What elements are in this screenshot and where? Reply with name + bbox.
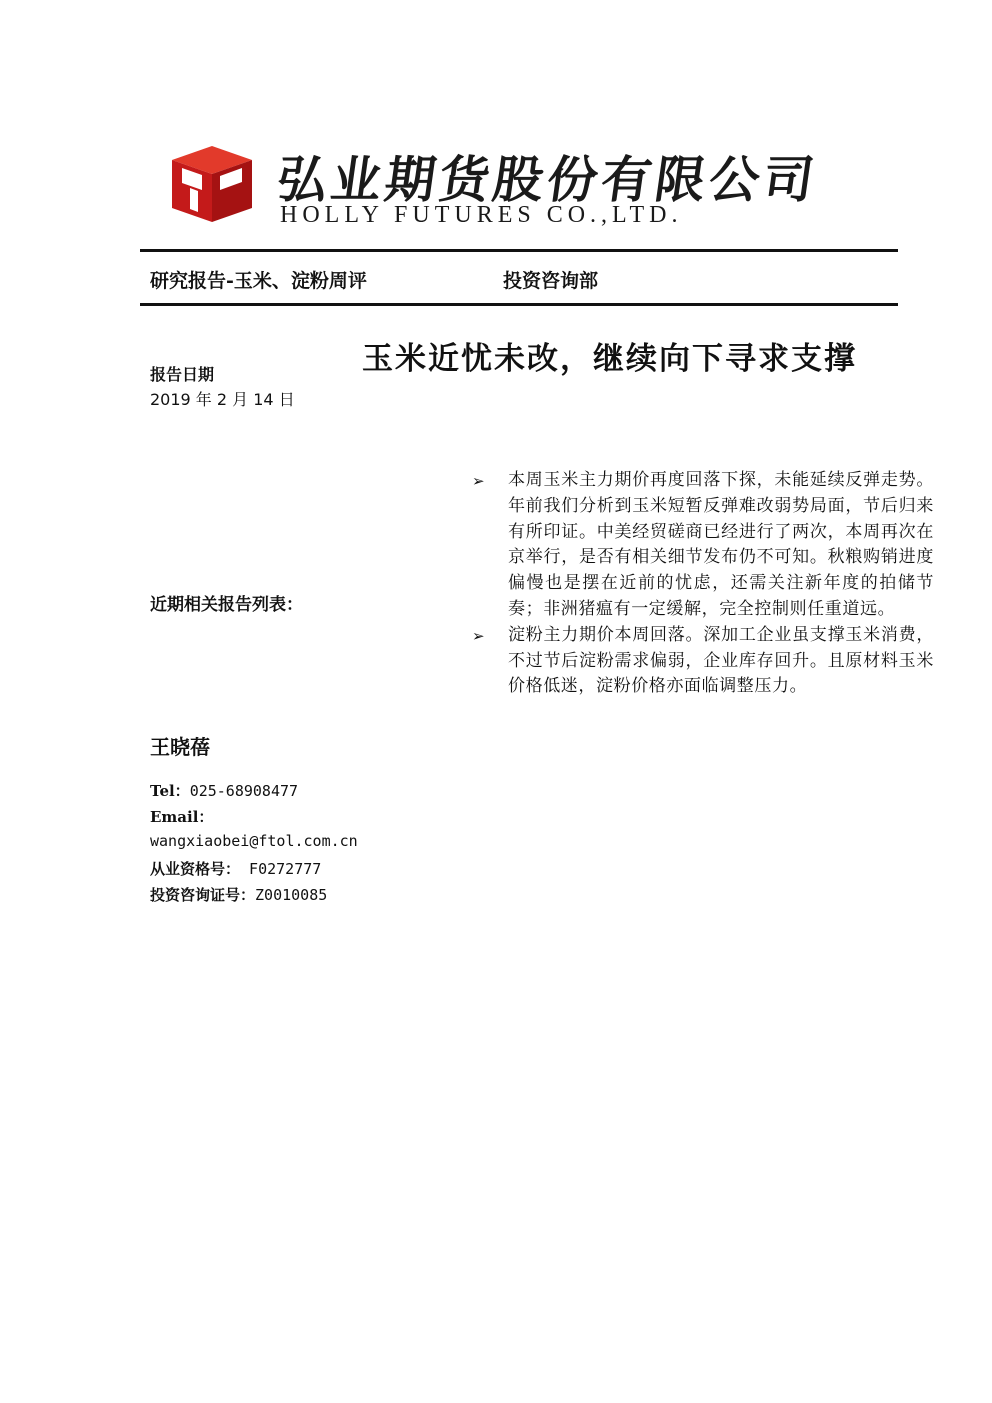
department: 投资咨询部 [503,270,599,292]
summary-list [472,468,934,700]
tel-label: Tel： [150,782,190,800]
company-name-en: HOLLY FUTURES CO.,LTD. [280,202,683,228]
email-label: Email： [150,808,214,826]
report-type: 研究报告-玉米、淀粉周评 [150,270,367,292]
author-name: 王晓蓓 [150,735,210,759]
report-date-value: 2019 年 2 月 14 日 [150,390,295,409]
top-rule [140,249,898,252]
report-date-label: 报告日期 [150,365,215,384]
arrow-bullet-icon: ➢ [472,626,486,645]
author-advisory [150,884,327,905]
company-name-cn: 弘业期货股份有限公司 [273,151,822,209]
license-label: 从业资格号： [150,860,241,878]
author-email [150,832,358,850]
email-value: wangxiaobei@ftol.com.cn [150,832,358,850]
summary-item [472,468,934,623]
author-license [150,858,321,879]
arrow-bullet-icon: ➢ [472,472,486,490]
summary-item [472,623,934,700]
company-logo-icon [168,138,254,224]
summary-text: 淀粉主力期价本周回落。深加工企业虽支撑玉米消费，不过节后淀粉需求偏弱，企业库存回升。且原材料玉米价格低迷，淀粉价格亦面临调整压力。 [508,624,934,697]
advisory-label: 投资咨询证号： [150,886,256,904]
license-value: F0272777 [249,860,322,878]
report-title: 玉米近忧未改，继续向下寻求支撑 [362,341,857,377]
bottom-rule [140,303,898,306]
related-reports-label: 近期相关报告列表： [150,595,303,615]
summary-text: 本周玉米主力期价再度回落下探，未能延续反弹走势。年前我们分析到玉米短暂反弹难改弱势局面，节后归来有所印证。中美经贸磋商已经进行了两次，本周再次在京举行，是否有相关细节发布仍不可知。秋粮购销进度偏慢也是摆在近前的忧虑，还需关注新年度的拍储节奏；非洲猪瘟有一定缓解，完全控制则任重道远。 [508,470,934,619]
tel-value: 025-68908477 [189,782,299,800]
author-tel [150,780,298,801]
advisory-value: Z0010085 [255,886,328,904]
author-email-label-row [150,806,213,827]
